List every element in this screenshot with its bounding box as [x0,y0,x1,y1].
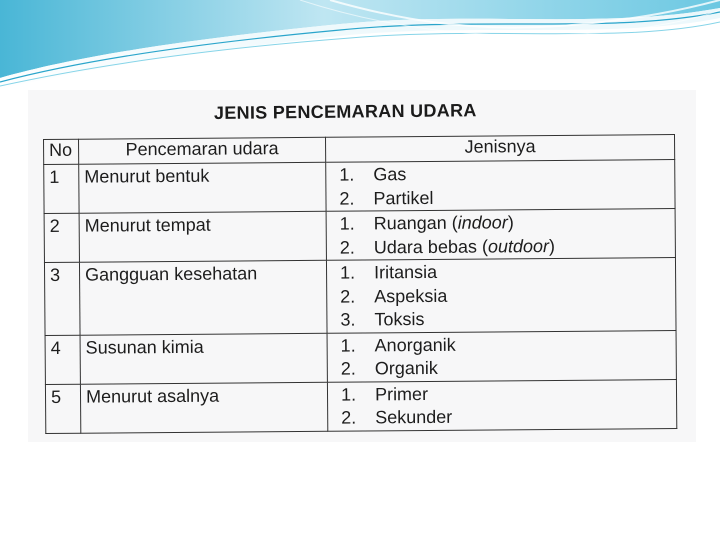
pollution-category: Menurut bentuk [79,162,326,213]
list-item [333,332,671,358]
item-text: Aspeksia [374,285,448,306]
table-row [44,258,676,335]
item-number: 3. [340,309,356,330]
row-number: 3 [44,262,80,335]
item-number: 1. [339,164,355,185]
pollution-category: Menurut asalnya [80,382,327,433]
list-item [332,283,670,309]
list-item [333,355,671,381]
item-text: Ruangan (indoor) [373,212,514,234]
type-list [326,258,676,333]
type-list [326,209,675,261]
header-no: No [44,139,79,164]
list-item [332,210,670,236]
list-item [331,185,669,211]
item-text: Sekunder [375,406,453,428]
table-row [44,160,675,214]
item-number: 2. [341,407,357,428]
type-list [326,160,675,212]
item-text: Partikel [373,187,434,208]
item-number: 1. [339,262,356,283]
item-number: 1. [340,384,357,405]
list-item [333,381,671,407]
row-number: 2 [44,213,79,262]
list-item [332,306,670,332]
list-item [332,259,670,285]
row-number: 4 [45,335,80,384]
item-text: Udara bebas (outdoor) [373,235,556,257]
item-number: 2. [340,286,356,307]
row-number: 1 [44,164,79,213]
item-number: 2. [339,188,355,209]
pollution-category: Menurut tempat [79,211,326,262]
document-title: JENIS PENCEMARAN UDARA [213,100,477,123]
table-row [45,330,676,384]
item-text: Primer [374,383,429,404]
row-number: 5 [45,384,80,433]
item-number: 1. [340,335,356,356]
type-list [327,330,676,382]
item-text: Toksis [374,309,425,330]
item-text: Anorganik [374,334,456,355]
item-text: Gas [373,164,407,185]
pollution-category: Gangguan kesehatan [79,260,327,334]
list-item [332,234,670,260]
pollution-category: Susunan kimia [80,333,327,384]
item-text: Iritansia [373,261,438,283]
header-jenisnya: Jenisnya [325,135,674,163]
item-text: Organik [374,357,438,379]
item-number: 2. [340,358,356,379]
item-number: 1. [339,213,355,234]
item-number: 2. [339,237,355,258]
list-item [333,404,671,430]
type-list [327,379,676,431]
pollution-types-table [43,134,677,433]
table-row [44,209,675,263]
header-pencemaran-udara: Pencemaran udara [79,137,326,164]
table-row [45,379,676,433]
list-item [331,161,669,187]
